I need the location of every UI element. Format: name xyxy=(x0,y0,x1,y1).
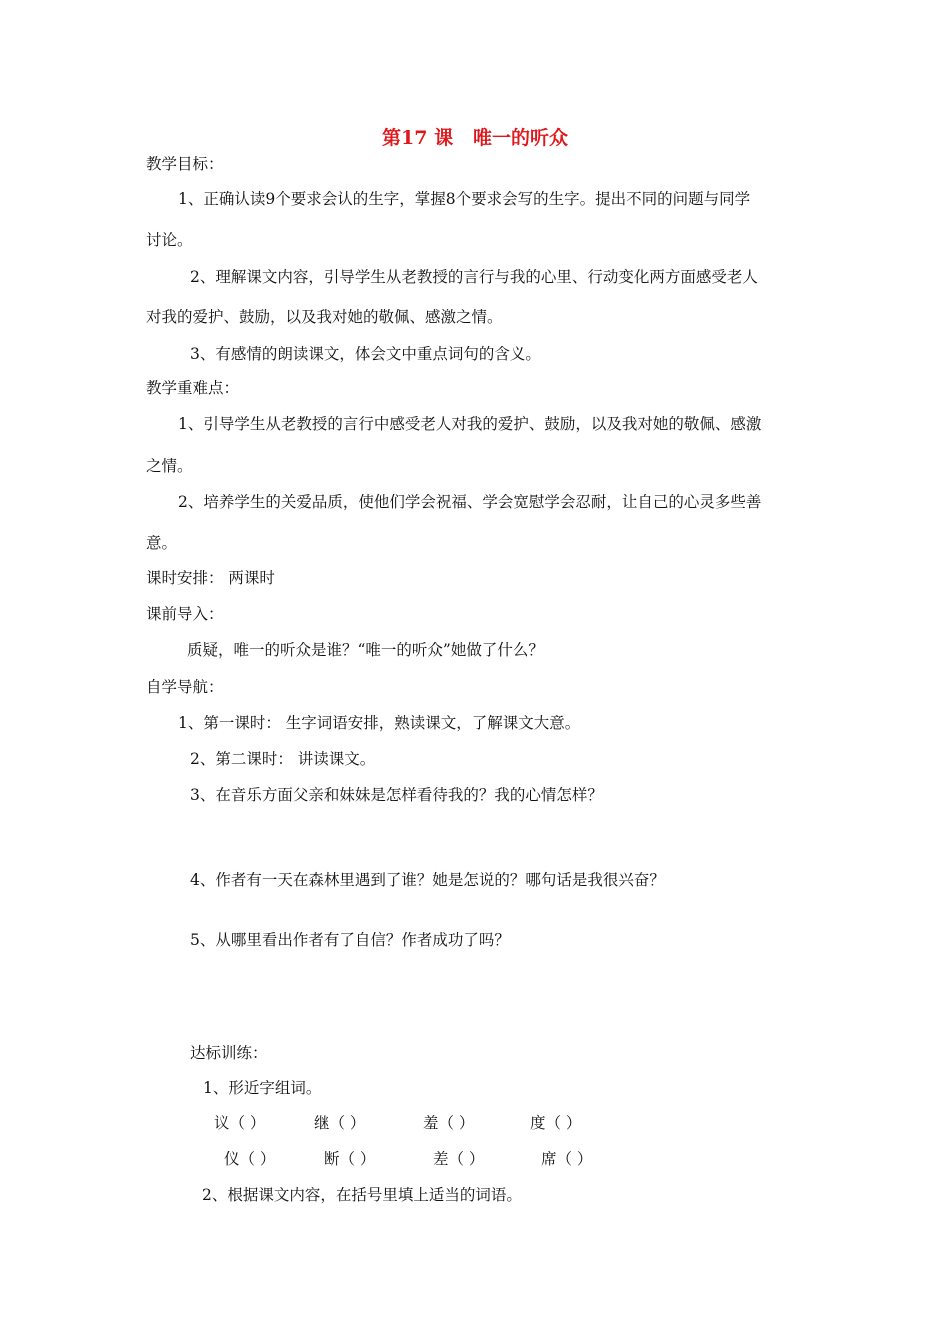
word-group-item: 议（ ） xyxy=(214,1114,266,1132)
difficulty-2-line-1: 2、培养学生的关爱品质，使他们学会祝福、学会宽慰学会忍耐，让自己的心灵多些善 xyxy=(178,493,762,511)
difficulty-2-line-2: 意。 xyxy=(146,534,178,552)
word-group-item: 差（ ） xyxy=(433,1150,485,1168)
word-group-item: 继（ ） xyxy=(314,1114,366,1132)
word-group-row-2 xyxy=(224,1149,664,1169)
word-group-item: 羞（ ） xyxy=(423,1114,475,1132)
word-group-item: 断（ ） xyxy=(324,1150,376,1168)
difficulties-heading: 教学重难点： xyxy=(146,379,240,397)
practice-task-1: 1、形近字组词。 xyxy=(203,1079,322,1097)
objective-1-line-1: 1、正确认读9个要求会认的生字，掌握8个要求会写的生字。提出不同的问题与同学 xyxy=(178,190,751,208)
page-title: 第17 课 唯一的听众 xyxy=(382,127,568,149)
self-study-heading: 自学导航： xyxy=(146,678,224,696)
word-group-item: 仪（ ） xyxy=(224,1150,276,1168)
self-study-item-1: 1、第一课时： 生字词语安排，熟读课文，了解课文大意。 xyxy=(178,714,581,732)
intro-question: 质疑，唯一的听众是谁？“唯一的听众”她做了什么？ xyxy=(187,641,544,659)
practice-heading: 达标训练： xyxy=(190,1044,268,1062)
self-study-item-4: 4、作者有一天在森林里遇到了谁？她是怎说的？哪句话是我很兴奋？ xyxy=(190,871,665,889)
self-study-item-3: 3、在音乐方面父亲和妹妹是怎样看待我的？我的心情怎样？ xyxy=(190,786,603,804)
difficulty-1-line-2: 之情。 xyxy=(146,457,193,475)
difficulty-1-line-1: 1、引导学生从老教授的言行中感受老人对我的爱护、鼓励，以及我对她的敬佩、感激 xyxy=(178,415,762,433)
word-group-item: 度（ ） xyxy=(530,1114,582,1132)
self-study-item-2: 2、第二课时： 讲读课文。 xyxy=(190,750,376,768)
self-study-item-5: 5、从哪里看出作者有了自信？作者成功了吗？ xyxy=(190,931,510,949)
objective-2-line-1: 2、理解课文内容，引导学生从老教授的言行与我的心里、行动变化两方面感受老人 xyxy=(190,268,758,286)
practice-task-2: 2、根据课文内容，在括号里填上适当的词语。 xyxy=(202,1186,522,1204)
objectives-heading: 教学目标： xyxy=(146,155,224,173)
objective-2-line-2: 对我的爱护、鼓励，以及我对她的敬佩、感激之情。 xyxy=(146,308,503,326)
objective-3: 3、有感情的朗读课文，体会文中重点词句的含义。 xyxy=(190,345,541,363)
intro-heading: 课前导入： xyxy=(146,605,224,623)
word-group-row-1 xyxy=(214,1113,654,1133)
word-group-item: 席（ ） xyxy=(541,1150,593,1168)
schedule: 课时安排： 两课时 xyxy=(146,569,275,587)
objective-1-line-2: 讨论。 xyxy=(146,231,193,249)
